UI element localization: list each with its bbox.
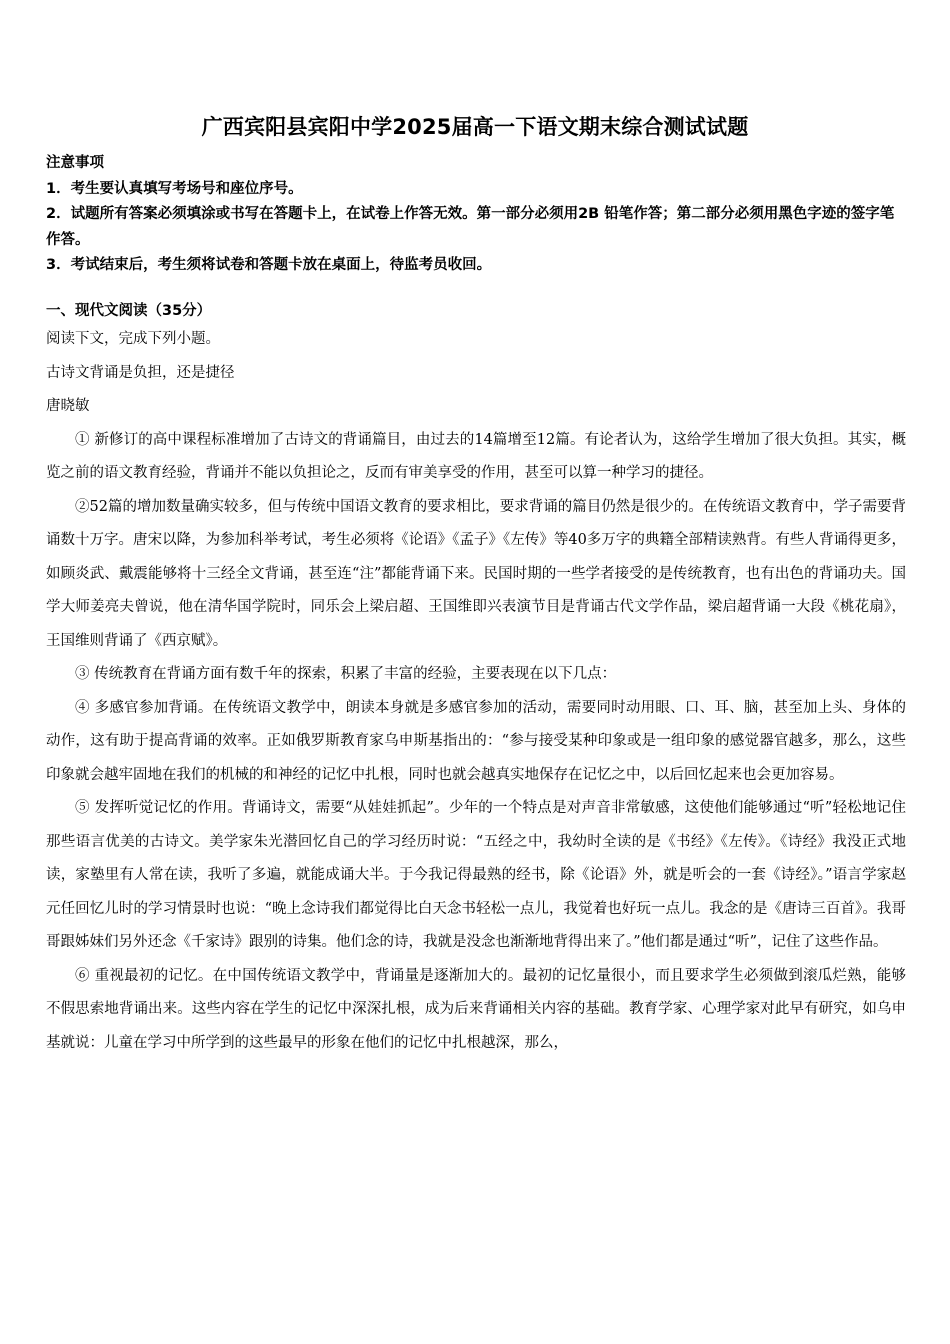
paragraph-3: ③ 传统教育在背诵方面有数千年的探索，积累了丰富的经验，主要表现在以下几点：	[75, 666, 617, 682]
paragraph-5: ⑤ 发挥听觉记忆的作用。背诵诗文，需要“从娃娃抓起”。少年的一个特点是对声音非常敏感，这使他们能够通过“听”轻松地记住那些语言优美的古诗文。美学家朱光潜回忆自己的学习经历时说：“五经之中，我幼时全读的是《书经》《左传》。《诗经》我没正式地读，家塾里有人常在读，我听了多遍，就能成诵大半。于今我记得最熟的经书，除《论语》外，就是听会的一套《诗经》。”语言学家赵元任回忆儿时的学习情景时也说：“晚上念诗我们都觉得比白天念书轻松一点儿，我觉着也好玩一点儿。我念的是《唐诗三百首》。我哥哥跟姊妹们另外还念《千家诗》跟别的诗集。他们念的诗，我就是没念也渐渐地背得出来了。”他们都是通过“听”，记住了这些作品。	[46, 800, 906, 950]
section-heading: 一、现代文阅读（35分）	[46, 303, 212, 319]
paragraph-4: ④ 多感官参加背诵。在传统语文教学中，朗读本身就是多感官参加的活动，需要同时动用眼、口、耳、脑，甚至加上头、身体的动作，这有助于提高背诵的效率。正如俄罗斯教育家乌申斯基指出的：“参与接受某种印象或是一组印象的感觉器官越多，那么，这些印象就会越牢固地在我们的机械的和神经的记忆中扎根，同时也就会越真实地保存在记忆之中，以后回忆起来也会更加容易。	[46, 699, 906, 783]
notice-heading: 注意事项	[46, 155, 104, 171]
paragraph-6: ⑥ 重视最初的记忆。在中国传统语文教学中，背诵量是逐渐加大的。最初的记忆量很小，而且要求学生必须做到滚瓜烂熟，能够不假思索地背诵出来。这些内容在学生的记忆中深深扎根，成为后来背诵相关内容的基础。教育学家、心理学家对此早有研究，如乌申基就说：儿童在学习中所学到的这些最早的形象在他们的记忆中扎根越深，那么，	[46, 967, 906, 1051]
notice-item-2: 2．试题所有答案必须填涂或书写在答题卡上，在试卷上作答无效。第一部分必须用2B 铅笔作答；第二部分必须用黑色字迹的签字笔作答。	[46, 206, 895, 248]
reading-section	[46, 323, 906, 1060]
article-author: 唐晓敏	[46, 398, 90, 414]
paragraph-2: ②52篇的增加数量确实较多，但与传统中国语文教育的要求相比，要求背诵的篇目仍然是很少的。在传统语文教育中，学子需要背诵数十万字。唐宋以降，为参加科举考试，考生必须将《论语》《孟子》《左传》等40多万字的典籍全部精读熟背。有些人背诵得更多，如顾炎武、戴震能够将十三经全文背诵，甚至连“注”都能背诵下来。民国时期的一些学者接受的是传统教育，也有出色的背诵功夫。国学大师姜亮夫曾说，他在清华国学院时，同乐会上梁启超、王国维即兴表演节目是背诵古代文学作品，梁启超背诵一大段《桃花扇》，王国维则背诵了《西京赋》。	[46, 498, 906, 649]
article-title: 古诗文背诵是负担，还是捷径	[46, 364, 235, 381]
notice-item-1: 1．考生要认真填写考场号和座位序号。	[46, 180, 303, 197]
notice-block	[46, 151, 906, 279]
reading-instruction: 阅读下文，完成下列小题。	[46, 331, 220, 347]
notice-item-3: 3．考试结束后，考生须将试卷和答题卡放在桌面上，待监考员收回。	[46, 257, 492, 273]
paragraph-1: ① 新修订的高中课程标准增加了古诗文的背诵篇目，由过去的14篇增至12篇。有论者认为，这给学生增加了很大负担。其实，概览之前的语文教育经验，背诵并不能以负担论之，反而有审美享受的作用，甚至可以算一种学习的捷径。	[46, 431, 906, 481]
exam-title: 广西宾阳县宾阳中学2025届高一下语文期末综合测试试题	[201, 115, 749, 139]
